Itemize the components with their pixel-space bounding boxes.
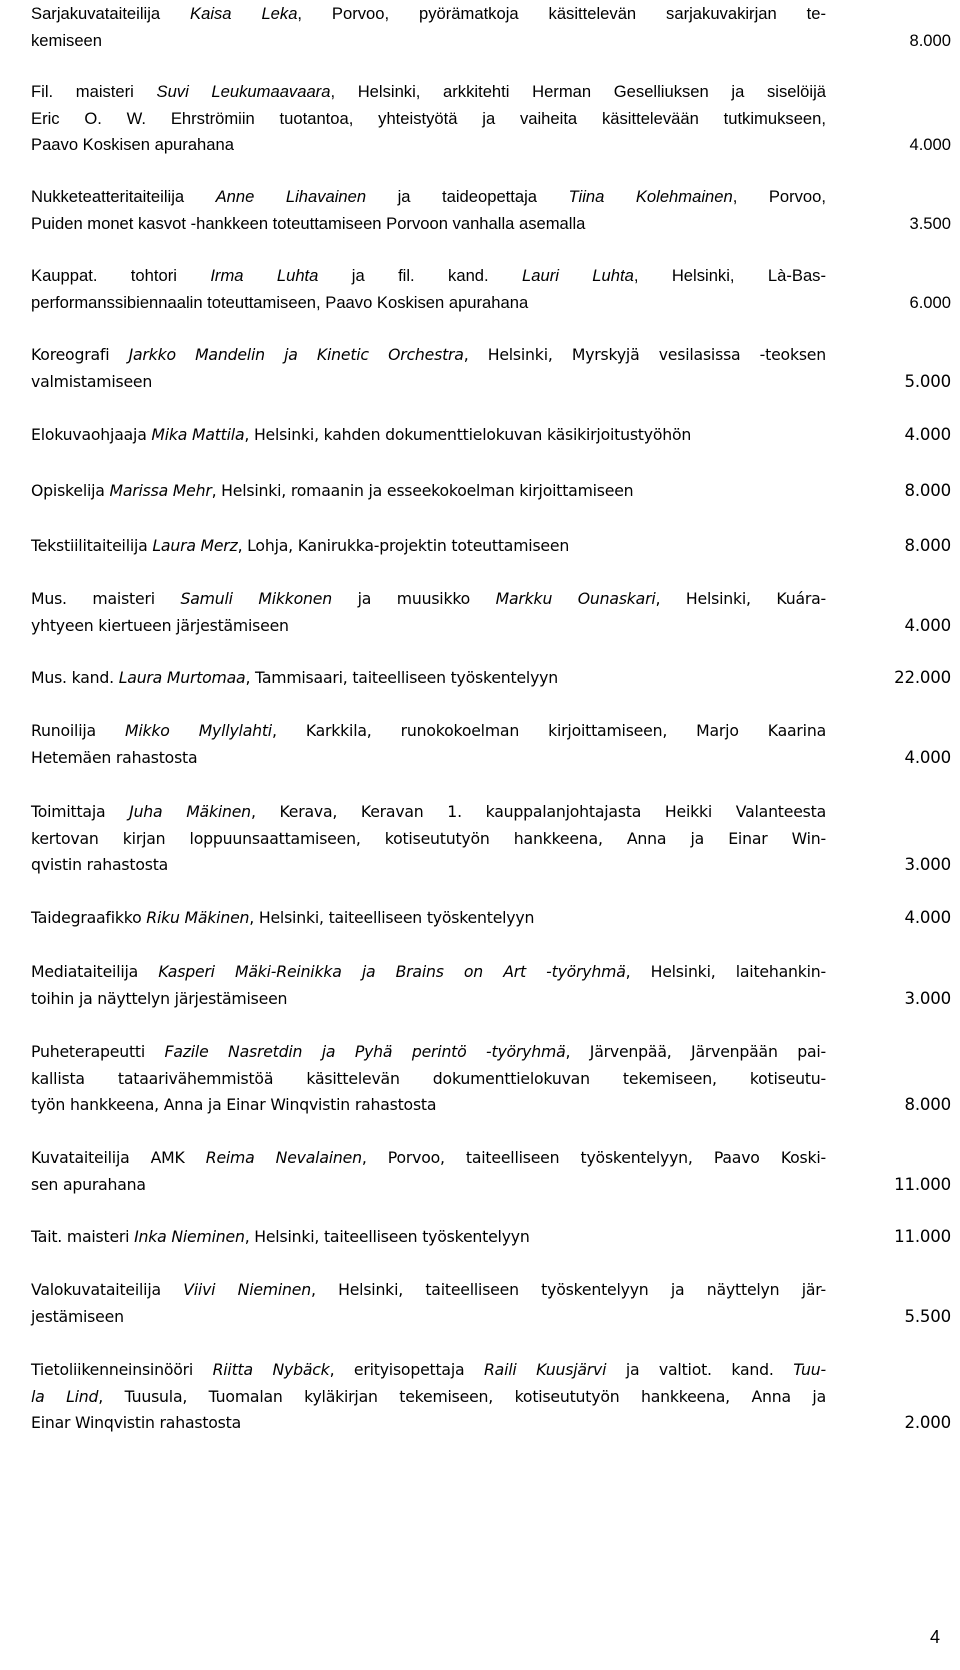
grant-description xyxy=(31,586,826,639)
text-segment: performanssibiennaalin toteuttamiseen, Paavo Koskisen apurahana xyxy=(31,292,529,312)
grant-amount: 22.000 xyxy=(894,668,951,687)
text-segment: , Helsinki, Kuára- xyxy=(655,589,826,608)
grant-entry xyxy=(31,263,951,316)
text-segment: Runoilija xyxy=(31,721,125,740)
text-segment: Sarjakuvataiteilija xyxy=(31,4,191,23)
recipient-name: Mika Mattila xyxy=(151,425,245,444)
grant-amount: 5.500 xyxy=(904,1306,951,1326)
text-segment: , Helsinki, romaanin ja esseekokoelman kirjoittamiseen xyxy=(211,481,634,500)
description-line xyxy=(31,852,826,879)
grant-description xyxy=(31,342,826,395)
description-line xyxy=(31,613,826,640)
text-segment: Puheterapeutti xyxy=(31,1042,165,1061)
recipient-name: Laura Murtomaa xyxy=(118,668,246,687)
text-segment: , Kerava, Keravan 1. kauppalanjohtajasta Heikki Valanteesta xyxy=(250,802,827,821)
grant-description xyxy=(31,1145,826,1198)
text-segment: qvistin rahastosta xyxy=(31,855,169,874)
text-segment: Puiden monet kasvot -hankkeen toteuttamiseen Porvoon vanhalla asemalla xyxy=(31,213,586,233)
description-line xyxy=(31,745,826,772)
description-line xyxy=(31,1,826,28)
grant-amount: 3.000 xyxy=(904,988,951,1008)
grant-description xyxy=(31,799,826,879)
grant-amount: 8.000 xyxy=(909,30,951,50)
recipient-name: Markku Ounaskari xyxy=(495,589,656,608)
recipient-name: Jarkko Mandelin ja Kinetic Orchestra xyxy=(128,345,464,364)
grant-entry xyxy=(31,1039,951,1119)
grant-entry xyxy=(31,422,951,449)
grant-amount: 11.000 xyxy=(894,1174,951,1194)
grant-entry xyxy=(31,478,951,505)
text-segment: työn hankkeena, Anna ja Einar Winqvistin rahastosta xyxy=(31,1095,437,1114)
description-line xyxy=(31,1145,826,1172)
recipient-name: Mikko Myllylahti xyxy=(125,721,272,740)
grant-amount: 8.000 xyxy=(904,481,951,500)
description-line xyxy=(31,1039,826,1066)
grant-entry xyxy=(31,533,951,560)
recipient-name: Riku Mäkinen xyxy=(146,908,250,927)
description-line xyxy=(31,1277,826,1304)
text-segment: ja fil. kand. xyxy=(318,266,523,285)
text-segment: , Helsinki, Là-Bas- xyxy=(633,266,826,285)
description-line xyxy=(31,263,826,290)
text-segment: Elokuvaohjaaja xyxy=(31,425,152,444)
grant-description xyxy=(31,665,826,692)
grant-description xyxy=(31,959,826,1012)
description-line xyxy=(31,1410,826,1437)
text-segment: , Järvenpää, Järvenpään pai- xyxy=(565,1042,826,1061)
grant-description xyxy=(31,478,826,505)
text-segment: ja valtiot. kand. xyxy=(606,1360,794,1379)
text-segment: Einar Winqvistin rahastosta xyxy=(31,1413,242,1432)
text-segment: , erityisopettaja xyxy=(329,1360,484,1379)
grant-amount: 4.000 xyxy=(904,615,951,635)
description-line xyxy=(31,184,826,211)
text-segment: Koreografi xyxy=(31,345,129,364)
recipient-name: Suvi Leukumaavaara xyxy=(156,82,331,101)
recipient-name: Raili Kuusjärvi xyxy=(483,1360,607,1379)
recipient-name: Riitta Nybäck xyxy=(212,1360,330,1379)
grant-entry xyxy=(31,79,951,159)
text-segment: , Helsinki, taiteelliseen työskentelyyn ja näyttelyn jär- xyxy=(310,1280,826,1299)
grant-description xyxy=(31,1224,826,1251)
grant-amount: 4.000 xyxy=(904,747,951,767)
grant-description xyxy=(31,184,826,237)
description-line xyxy=(31,905,826,932)
text-segment: , Porvoo, pyörämatkoja käsittelevän sarjakuvakirjan te- xyxy=(297,4,826,23)
recipient-name: Fazile Nasretdin ja Pyhä perintö -työryhmä xyxy=(164,1042,566,1061)
grant-amount: 3.000 xyxy=(904,855,951,874)
description-line xyxy=(31,1066,826,1093)
grant-description xyxy=(31,1,826,54)
description-line xyxy=(31,290,826,317)
description-line xyxy=(31,799,826,826)
grant-amount: 3.500 xyxy=(909,213,951,233)
description-line xyxy=(31,586,826,613)
description-line xyxy=(31,342,826,369)
text-segment: Valokuvataiteilija xyxy=(31,1280,184,1299)
recipient-name: Samuli Mikkonen xyxy=(180,589,332,608)
grant-amount: 6.000 xyxy=(909,292,951,312)
text-segment: Hetemäen rahastosta xyxy=(31,747,198,767)
description-line xyxy=(31,986,826,1013)
description-line xyxy=(31,1304,826,1331)
grant-entry xyxy=(31,1,951,54)
text-segment: Toimittaja xyxy=(31,802,130,821)
grant-amount: 5.000 xyxy=(904,371,951,391)
description-line xyxy=(31,211,826,238)
description-line xyxy=(31,718,826,745)
grant-description xyxy=(31,79,826,159)
text-segment: , Helsinki, laitehankin- xyxy=(625,962,826,981)
text-segment: Eric O. W. Ehrströmiin tuotantoa, yhteistyötä ja vaiheita käsittelevään tutkimukseen, xyxy=(31,108,826,128)
grant-amount: 2.000 xyxy=(904,1413,951,1432)
grant-description xyxy=(31,533,826,560)
recipient-name: Juha Mäkinen xyxy=(129,802,251,821)
text-segment: , Porvoo, xyxy=(732,187,827,206)
text-segment: , Karkkila, runokokoelman kirjoittamiseen, Marjo Kaarina xyxy=(271,721,826,740)
description-line xyxy=(31,959,826,986)
recipient-name: Irma Luhta xyxy=(210,266,319,285)
grant-description xyxy=(31,1277,826,1330)
grant-amount: 4.000 xyxy=(904,908,951,927)
text-segment: , Tammisaari, taiteelliseen työskentelyyn xyxy=(245,668,558,687)
text-segment: , Helsinki, Myrskyjä vesilasissa -teoksen xyxy=(463,345,826,364)
grant-amount: 4.000 xyxy=(904,425,951,444)
description-line xyxy=(31,665,826,692)
description-line xyxy=(31,28,826,55)
grant-entry xyxy=(31,718,951,771)
recipient-name: Marissa Mehr xyxy=(109,481,212,500)
grant-entry xyxy=(31,586,951,639)
text-segment: kallista tataarivähemmistöä käsittelevän dokumenttielokuvan tekemiseen, kotiseutu- xyxy=(31,1068,826,1088)
description-line xyxy=(31,1092,826,1119)
text-segment: Taidegraafikko xyxy=(31,908,147,927)
grant-description xyxy=(31,905,826,932)
grant-description xyxy=(31,1039,826,1119)
grant-entry xyxy=(31,184,951,237)
recipient-name: Lauri Luhta xyxy=(522,266,634,285)
recipient-name: Laura Merz xyxy=(152,536,238,555)
recipient-name: Inka Nieminen xyxy=(134,1227,245,1246)
text-segment: yhtyeen kiertueen järjestämiseen xyxy=(31,615,289,635)
text-segment: ja muusikko xyxy=(332,589,496,608)
grant-description xyxy=(31,1357,826,1437)
text-segment: Mus. kand. xyxy=(31,668,119,687)
text-segment: , Helsinki, arkkitehti Herman Geselliuksen ja siselöijä xyxy=(330,82,826,101)
text-segment: , Porvoo, taiteelliseen työskentelyyn, Paavo Koski- xyxy=(361,1148,827,1167)
description-line xyxy=(31,478,826,505)
text-segment: , Lohja, Kanirukka-projektin toteuttamiseen xyxy=(237,536,570,555)
recipient-name: Anne Lihavainen xyxy=(215,187,367,206)
description-line xyxy=(31,132,826,159)
text-segment: toihin ja näyttelyn järjestämiseen xyxy=(31,988,288,1008)
description-line xyxy=(31,1224,826,1251)
text-segment: Kuvataiteilija AMK xyxy=(31,1148,206,1167)
text-segment: , Helsinki, taiteelliseen työskentelyyn xyxy=(249,908,535,927)
page-number: 4 xyxy=(929,1627,940,1647)
text-segment: Paavo Koskisen apurahana xyxy=(31,135,234,154)
recipient-name: Tiina Kolehmainen xyxy=(568,187,733,206)
text-segment: kertovan kirjan loppuunsaattamiseen, kotiseututyön hankkeena, Anna ja Einar Win- xyxy=(31,828,826,848)
recipient-name: la Lind xyxy=(31,1386,99,1406)
grant-entry xyxy=(31,1357,951,1437)
grant-entry xyxy=(31,905,951,932)
grant-amount: 4.000 xyxy=(909,135,951,154)
text-segment: ja taideopettaja xyxy=(366,187,569,206)
text-segment: Mediataiteilija xyxy=(31,962,159,981)
description-line xyxy=(31,1357,826,1384)
grant-amount: 8.000 xyxy=(904,1095,951,1114)
description-line xyxy=(31,369,826,396)
text-segment: sen apurahana xyxy=(31,1174,146,1194)
grant-entry xyxy=(31,1145,951,1198)
grant-description xyxy=(31,422,826,449)
grant-entry xyxy=(31,1224,951,1251)
text-segment: Nukketeatteritaiteilija xyxy=(31,187,216,206)
grant-entry xyxy=(31,959,951,1012)
text-segment: Mus. maisteri xyxy=(31,589,181,608)
text-segment: Tekstiilitaiteilija xyxy=(31,536,153,555)
description-line xyxy=(31,79,826,106)
text-segment: , Tuusula, Tuomalan kyläkirjan tekemiseen, kotiseututyön hankkeena, Anna ja xyxy=(98,1386,826,1406)
description-line xyxy=(31,533,826,560)
text-segment: , Helsinki, taiteelliseen työskentelyyn xyxy=(244,1227,530,1246)
grant-entry xyxy=(31,342,951,395)
text-segment: kemiseen xyxy=(31,30,103,50)
description-line xyxy=(31,422,826,449)
grant-description xyxy=(31,718,826,771)
text-segment: Tietoliikenneinsinööri xyxy=(31,1360,213,1379)
grant-entry xyxy=(31,799,951,879)
description-line xyxy=(31,106,826,133)
grant-description xyxy=(31,263,826,316)
text-segment: Tait. maisteri xyxy=(31,1227,135,1246)
recipient-name: Reima Nevalainen xyxy=(205,1148,362,1167)
text-segment: Kauppat. tohtori xyxy=(31,266,211,285)
recipient-name: Viivi Nieminen xyxy=(183,1280,311,1299)
grant-entry xyxy=(31,665,951,692)
description-line xyxy=(31,826,826,853)
text-segment: jestämiseen xyxy=(31,1306,124,1326)
text-segment: , Helsinki, kahden dokumenttielokuvan käsikirjoitustyöhön xyxy=(244,425,692,444)
recipient-name: Tuu- xyxy=(793,1360,826,1379)
description-line xyxy=(31,1172,826,1199)
description-line xyxy=(31,1384,826,1411)
recipient-name: Kaisa Leka xyxy=(190,4,298,23)
grant-amount: 8.000 xyxy=(904,536,951,555)
grant-amount: 11.000 xyxy=(894,1227,951,1246)
recipient-name: Kasperi Mäki-Reinikka ja Brains on Art -työryhmä xyxy=(158,962,626,981)
text-segment: Opiskelija xyxy=(31,481,110,500)
grant-entry xyxy=(31,1277,951,1330)
text-segment: valmistamiseen xyxy=(31,371,153,391)
text-segment: Fil. maisteri xyxy=(31,82,157,101)
